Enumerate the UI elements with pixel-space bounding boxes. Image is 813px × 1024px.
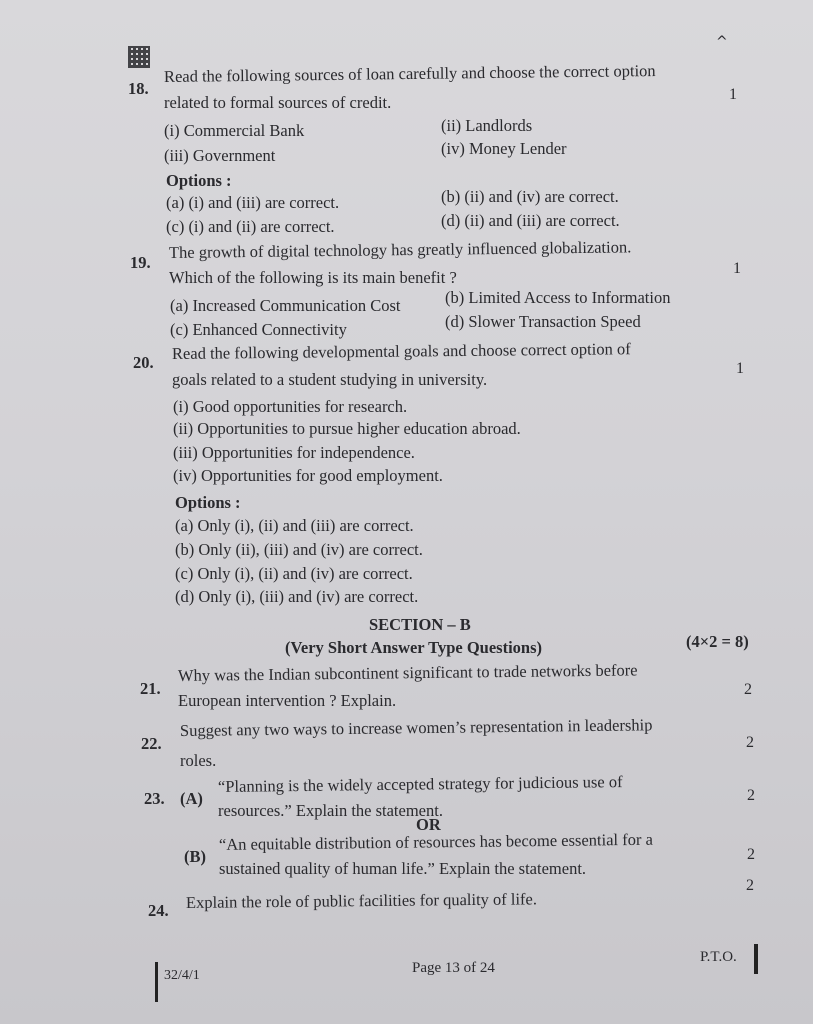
question-text-line: resources.” Explain the statement.: [218, 801, 443, 820]
question-text-line: “Planning is the widely accepted strategy for judicious use of: [217, 772, 623, 796]
pto-label: P.T.O.: [700, 949, 737, 965]
question-text-line: Read the following developmental goals and choose correct option of: [171, 339, 631, 363]
question-text-line: The growth of digital technology has greatly influenced globalization.: [168, 237, 632, 262]
option-b: (b) (ii) and (iv) are correct.: [441, 187, 619, 206]
list-item: (iii) Government: [164, 146, 276, 165]
option-a: (a) Increased Communication Cost: [170, 296, 401, 315]
question-text-line: Which of the following is its main benefit ?: [169, 268, 457, 287]
section-subtitle: (Very Short Answer Type Questions): [285, 638, 542, 657]
paper-code: 32/4/1: [164, 968, 200, 983]
part-a-label: (A): [180, 789, 203, 808]
question-number: 18.: [128, 79, 149, 98]
footer-left-bar: [155, 962, 158, 1002]
page-number: Page 13 of 24: [412, 960, 495, 976]
question-number: 23.: [144, 789, 165, 808]
options-label: Options :: [166, 171, 232, 190]
option-b: (b) Only (ii), (iii) and (iv) are correct.: [175, 540, 423, 559]
list-item: (i) Good opportunities for research.: [173, 397, 408, 416]
list-item: (iii) Opportunities for independence.: [173, 443, 415, 462]
option-d: (d) (ii) and (iii) are correct.: [441, 211, 620, 230]
option-a: (a) Only (i), (ii) and (iii) are correct.: [175, 516, 414, 535]
question-text-line: Why was the Indian subcontinent significant to trade networks before: [177, 660, 638, 685]
caret-icon: ^: [716, 34, 728, 50]
option-d: (d) Only (i), (iii) and (iv) are correct.: [175, 587, 419, 606]
question-text-line: Explain the role of public facilities for quality of life.: [185, 889, 538, 912]
qr-code-icon: [128, 46, 150, 68]
question-text-line: sustained quality of human life.” Explain the statement.: [219, 859, 587, 878]
part-b-label: (B): [184, 847, 206, 866]
question-number: 22.: [141, 734, 162, 753]
question-text-line: roles.: [180, 751, 217, 770]
option-c: (c) Only (i), (ii) and (iv) are correct.: [175, 564, 413, 583]
list-item: (iv) Opportunities for good employment.: [173, 466, 443, 485]
question-text-line: “An equitable distribution of resources has become essential for a: [218, 829, 653, 854]
marks: 1: [733, 260, 741, 277]
question-number: 19.: [130, 253, 151, 272]
question-text-line: related to formal sources of credit.: [164, 93, 392, 112]
option-c: (c) Enhanced Connectivity: [170, 320, 347, 339]
question-text-line: European intervention ? Explain.: [178, 691, 397, 710]
footer-right-bar: [754, 944, 758, 974]
option-c: (c) (i) and (ii) are correct.: [166, 217, 335, 236]
option-a: (a) (i) and (iii) are correct.: [166, 193, 340, 212]
options-label: Options :: [175, 493, 241, 512]
marks: 1: [736, 360, 744, 377]
list-item: (i) Commercial Bank: [164, 121, 305, 140]
option-b: (b) Limited Access to Information: [445, 288, 671, 307]
list-item: (ii) Opportunities to pursue higher education abroad.: [173, 419, 521, 438]
section-marks: (4×2 = 8): [686, 632, 749, 651]
or-label: OR: [416, 815, 441, 834]
question-text-line: goals related to a student studying in university.: [172, 370, 488, 389]
list-item: (iv) Money Lender: [441, 139, 567, 158]
marks: 2: [747, 846, 755, 863]
question-number: 21.: [140, 679, 161, 698]
marks: 2: [744, 681, 752, 698]
section-title: SECTION – B: [369, 615, 471, 634]
marks: 1: [729, 86, 737, 103]
question-text-line: Suggest any two ways to increase women’s representation in leadership: [179, 715, 653, 740]
option-d: (d) Slower Transaction Speed: [445, 312, 641, 331]
marks: 2: [746, 877, 754, 894]
marks: 2: [747, 787, 755, 804]
marks: 2: [746, 734, 754, 751]
question-number: 20.: [133, 353, 154, 372]
list-item: (ii) Landlords: [441, 116, 533, 135]
question-text-line: Read the following sources of loan carefully and choose the correct option: [163, 60, 656, 86]
question-number: 24.: [148, 901, 169, 920]
